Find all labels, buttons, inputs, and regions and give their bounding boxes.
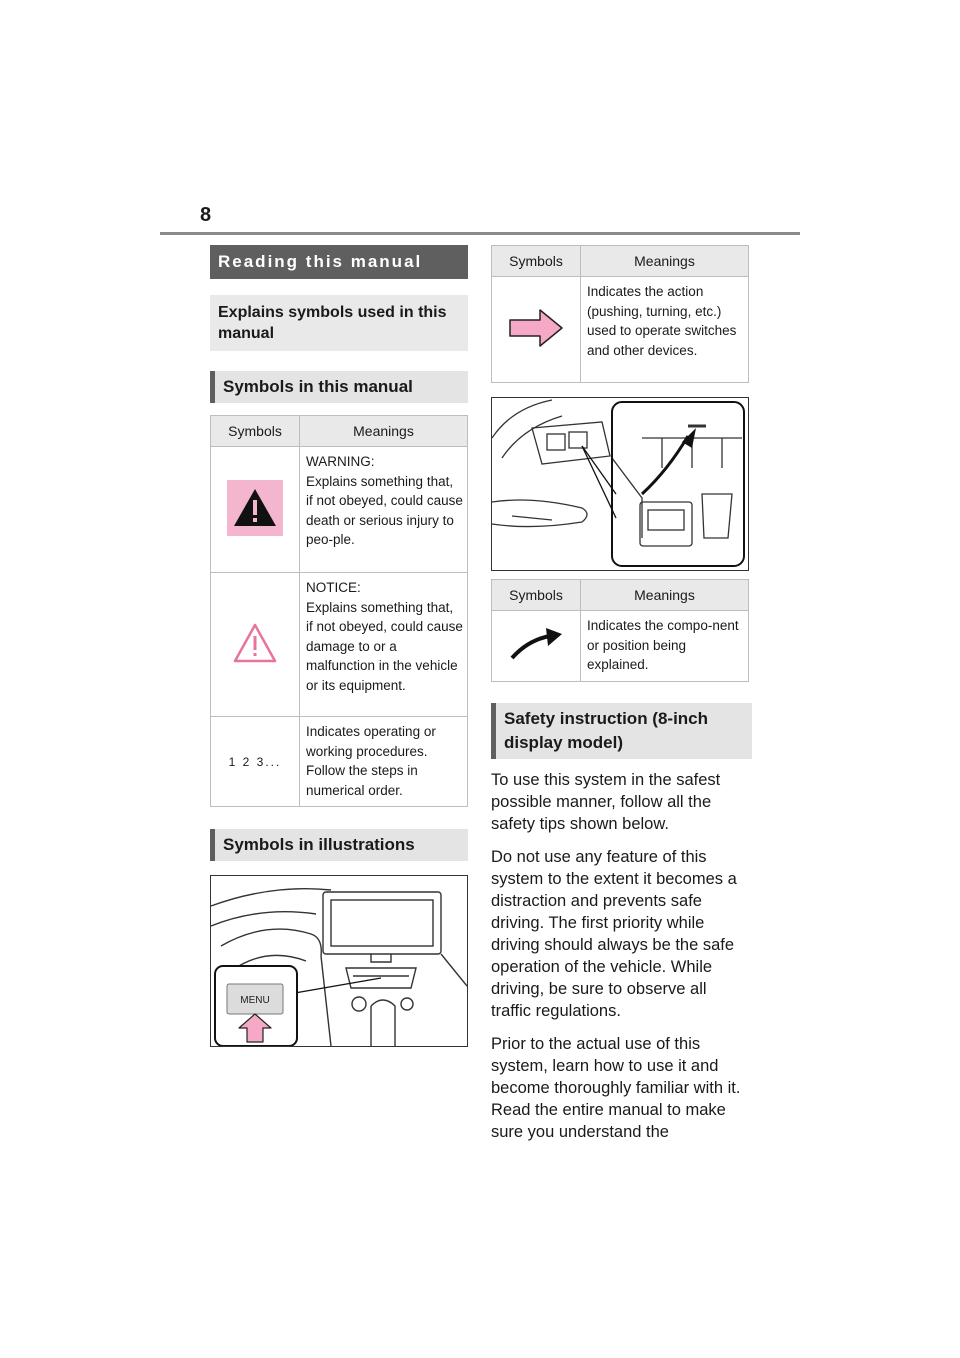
menu-button-label: MENU bbox=[240, 995, 270, 1006]
header-meanings: Meanings bbox=[300, 416, 468, 447]
symbol-cell bbox=[211, 447, 300, 573]
table-row bbox=[492, 277, 749, 383]
safety-heading: Safety instruction (8-inch display model) bbox=[491, 703, 752, 759]
left-column bbox=[210, 245, 468, 1047]
meaning-cell: NOTICE: Explains something that, if not obeyed, could cause damage to or a malfunction in the vehicle or its equipment. bbox=[300, 573, 468, 717]
symbol-cell bbox=[492, 277, 581, 383]
component-pointer-arrow-icon bbox=[506, 624, 566, 664]
component-symbol-table bbox=[491, 579, 749, 682]
header-rule bbox=[160, 232, 800, 235]
overhead-console-drawing bbox=[492, 398, 748, 570]
header-meanings: Meanings bbox=[581, 246, 749, 277]
meaning-cell: Indicates operating or working procedures. Follow the steps in numerical order. bbox=[300, 717, 468, 807]
table-header-row bbox=[492, 580, 749, 611]
symbols-heading: Symbols in this manual bbox=[210, 371, 468, 403]
safety-paragraph-1: To use this system in the safest possible manner, follow all the safety tips shown below. bbox=[491, 770, 721, 833]
warning-triangle-icon bbox=[227, 480, 283, 536]
main-title: Reading this manual bbox=[210, 245, 468, 279]
table-row bbox=[211, 717, 468, 807]
safety-body bbox=[491, 769, 749, 1143]
symbols-table bbox=[210, 415, 468, 807]
symbol-cell bbox=[211, 573, 300, 717]
symbol-cell bbox=[492, 611, 581, 682]
symbol-cell bbox=[211, 717, 300, 807]
notice-triangle-icon bbox=[231, 621, 279, 665]
table-row bbox=[211, 573, 468, 717]
header-meanings: Meanings bbox=[581, 580, 749, 611]
meaning-cell: WARNING: Explains something that, if not obeyed, could cause death or serious injury to peo-ple. bbox=[300, 447, 468, 573]
action-symbol-table bbox=[491, 245, 749, 383]
header-symbols: Symbols bbox=[211, 416, 300, 447]
table-header-row bbox=[211, 416, 468, 447]
table-row bbox=[492, 611, 749, 682]
intro-title: Explains symbols used in this manual bbox=[210, 295, 468, 351]
right-column bbox=[491, 245, 749, 1154]
pink-action-arrow-icon bbox=[506, 306, 566, 350]
header-symbols: Symbols bbox=[492, 246, 581, 277]
meaning-cell: Indicates the action (pushing, turning, etc.) used to operate switches and other devices. bbox=[581, 277, 749, 383]
dashboard-drawing bbox=[211, 876, 467, 1046]
safety-paragraph-2: Do not use any feature of this system to the extent it becomes a distraction and prevents safe driving. The first priority while driving should always be the safe operation of the vehicle. While driving, be sure to observe all traffic regulations. bbox=[491, 847, 737, 1020]
table-row bbox=[211, 447, 468, 573]
meaning-cell: Indicates the compo-nent or position being explained. bbox=[581, 611, 749, 682]
overhead-console-illustration bbox=[491, 397, 749, 571]
header-symbols: Symbols bbox=[492, 580, 581, 611]
dashboard-illustration bbox=[210, 875, 468, 1047]
illustrations-heading: Symbols in illustrations bbox=[210, 829, 468, 861]
page-number: 8 bbox=[200, 204, 212, 226]
numbered-steps-icon: 1 2 3... bbox=[228, 755, 282, 769]
safety-paragraph-3: Prior to the actual use of this system, learn how to use it and become thoroughly familiar with it. Read the entire manual to make sure you understand the bbox=[491, 1034, 741, 1141]
table-header-row bbox=[492, 246, 749, 277]
